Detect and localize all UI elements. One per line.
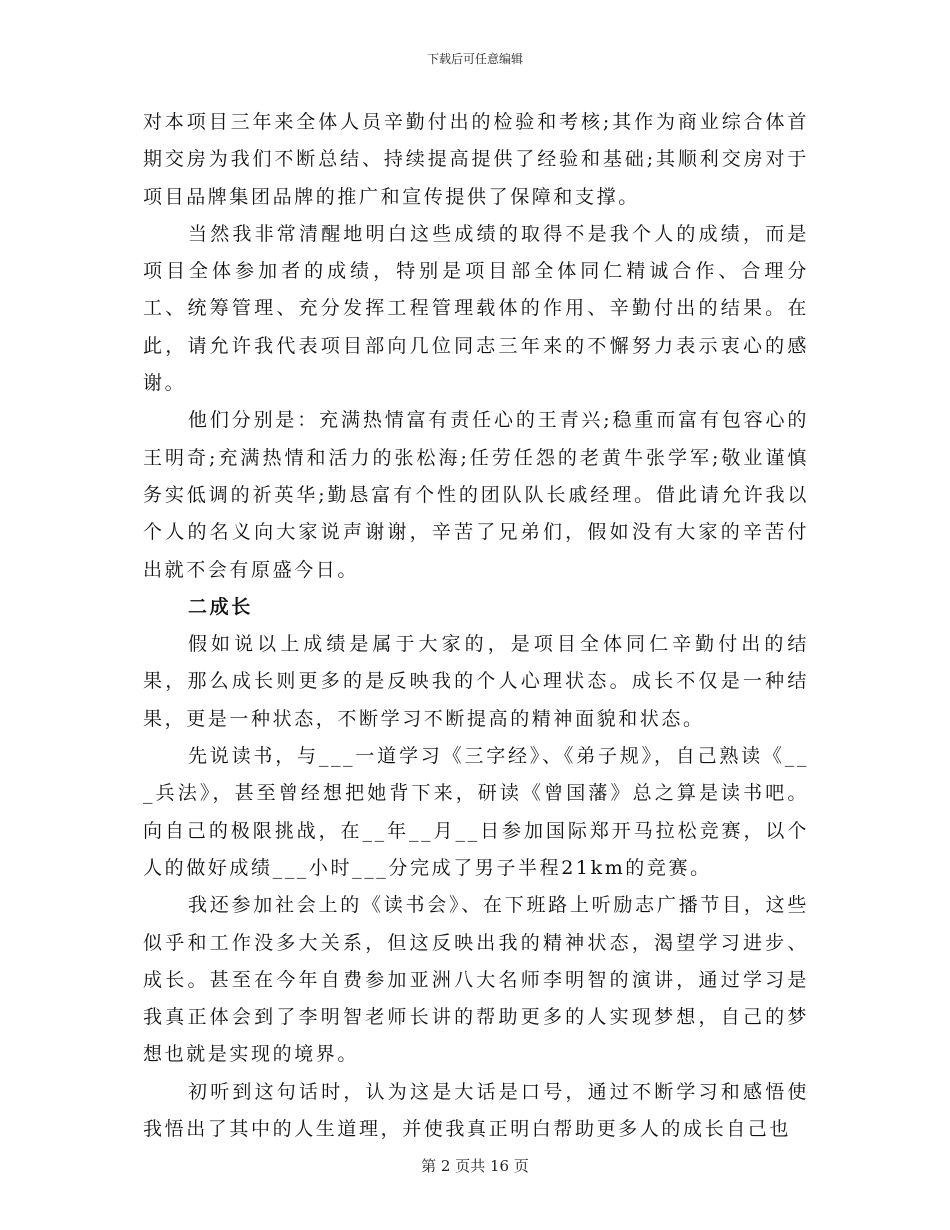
- section-heading: 二成长: [188, 595, 253, 618]
- paragraph-6: 我还参加社会上的《读书会》、在下班路上听励志广播节目，这些似乎和工作没多大关系，但这反映出我的精神状态，渴望学习进步、成长。甚至在今年自费参加亚洲八大名师李明智的演讲，通过学习是我真正体会到了李明智老师长讲的帮助更多的人实现梦想，自己的梦想也就是实现的境界。: [143, 894, 809, 1066]
- paragraph-2: 当然我非常清醒地明白这些成绩的取得不是我个人的成绩，而是项目全体参加者的成绩，特别是项目部全体同仁精诚合作、合理分工、统筹管理、充分发挥工程管理载体的作用、辛勤付出的结果。在此，请允许我代表项目部向几位同志三年来的不懈努力表示衷心的感谢。: [143, 222, 809, 395]
- paragraph-3: 他们分别是：充满热情富有责任心的王青兴;稳重而富有包容心的王明奇;充满热情和活力的张松海;任劳任怨的老黄牛张学军;敬业谨慎务实低调的祈英华;勤恳富有个性的团队队长戚经理。借此请允许我以个人的名义向大家说声谢谢，辛苦了兄弟们，假如没有大家的辛苦付出就不会有原盛今日。: [143, 409, 809, 581]
- paragraph-5: 先说读书，与___一道学习《三字经》、《弟子规》，自己熟读《___兵法》，甚至曾经想把她背下来，研读《曾国藩》总之算是读书吧。向自己的极限挑战，在__年__月__日参加国际郑开马拉松竞赛，以个人的做好成绩___小时___分完成了男子半程21km的竞赛。: [143, 745, 809, 879]
- paragraph-1: 对本项目三年来全体人员辛勤付出的检验和考核;其作为商业综合体首期交房为我们不断总结、持续提高提供了经验和基础;其顺利交房对于项目品牌集团品牌的推广和宣传提供了保障和支撑。: [143, 111, 809, 208]
- paragraph-7: 初听到这句话时，认为这是大话是口号，通过不断学习和感悟使我悟出了其中的人生道理，并使我真正明白帮助更多人的成长自己也: [143, 1080, 809, 1141]
- document-body: [143, 104, 809, 1148]
- page-footer: 第 2 页共 16 页: [421, 1157, 529, 1175]
- page-header: 下载后可任意编辑: [426, 52, 523, 66]
- paragraph-4: 假如说以上成绩是属于大家的，是项目全体同仁辛勤付出的结果，那么成长则更多的是反映我的个人心理状态。成长不仅是一种结果，更是一种状态，不断学习不断提高的精神面貌和状态。: [143, 633, 809, 730]
